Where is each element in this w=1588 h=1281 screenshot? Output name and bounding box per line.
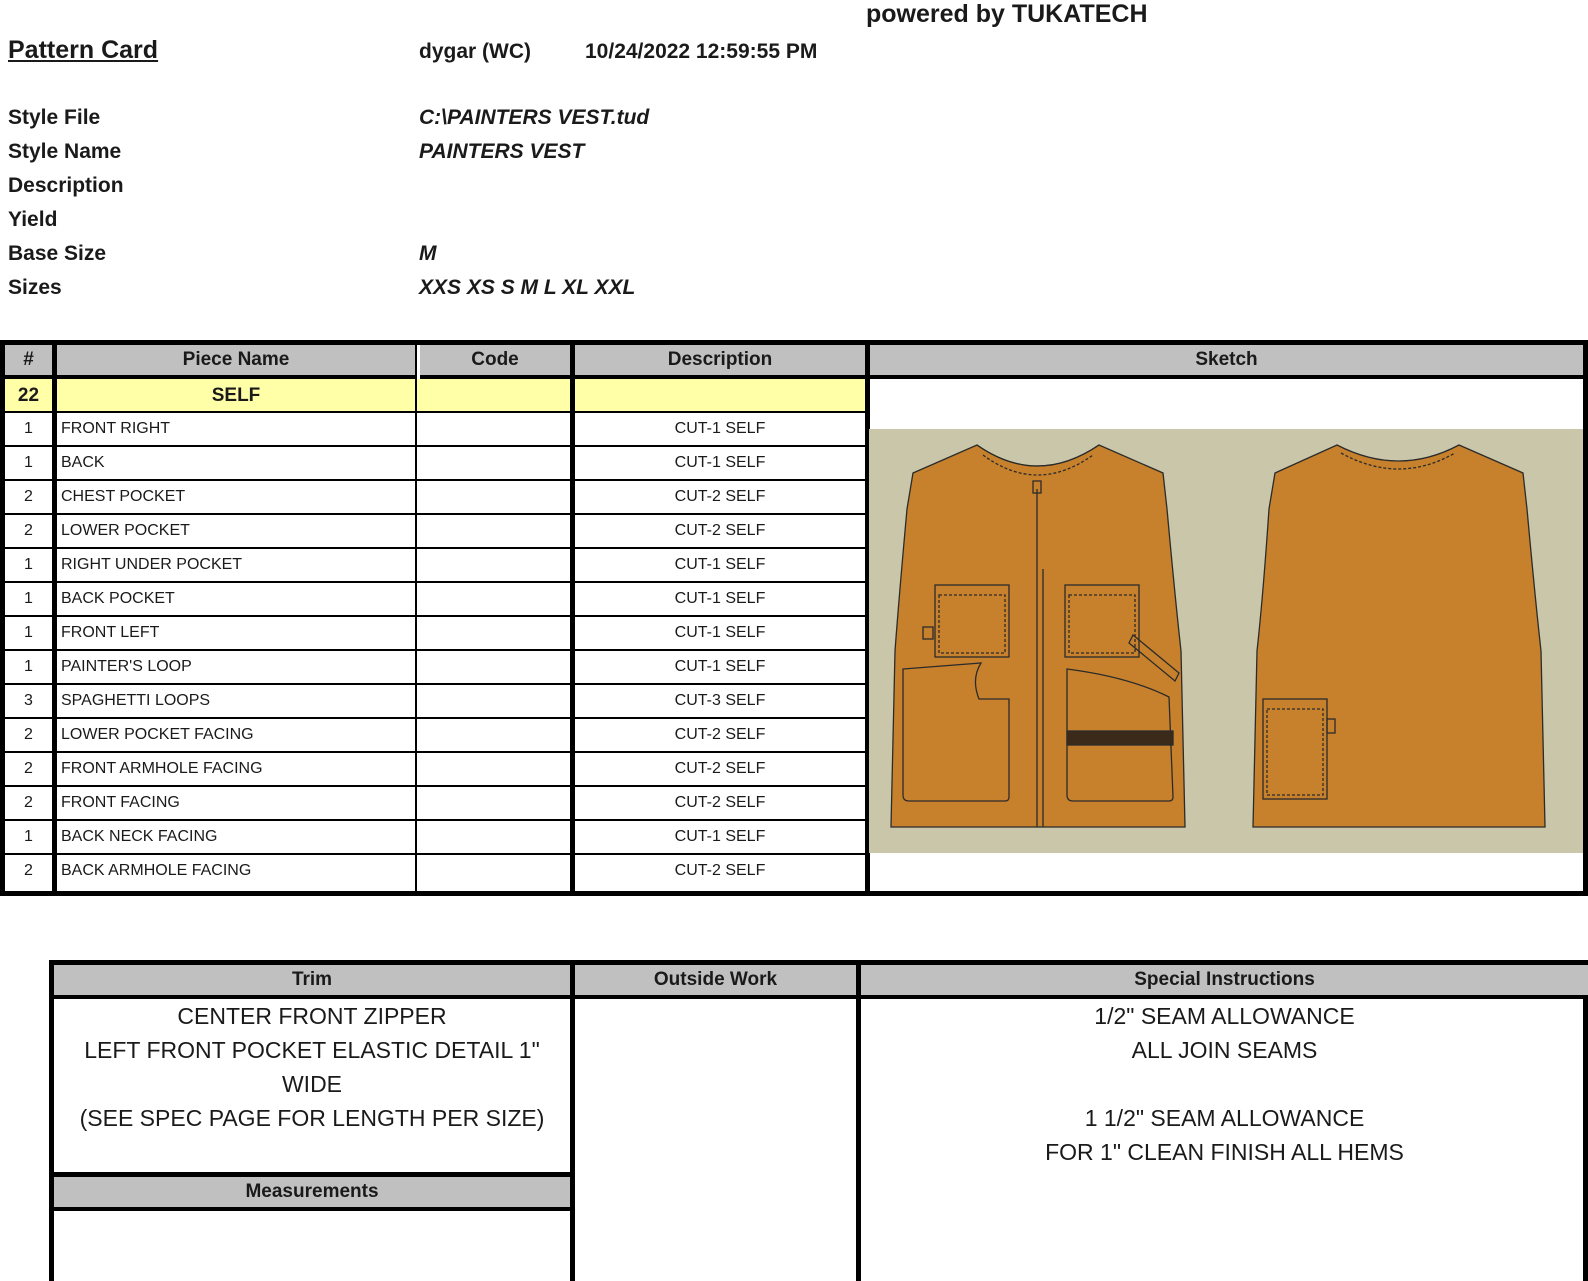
special-line: 1/2" SEAM ALLOWANCE — [1094, 1003, 1355, 1029]
vest-sketch — [869, 429, 1583, 853]
piece-count: 2 — [24, 522, 33, 539]
sketch-panel — [869, 429, 1583, 853]
piece-description: CUT-2 SELF — [674, 760, 766, 777]
outside-work-header: Outside Work — [575, 965, 856, 999]
table-row — [5, 549, 865, 583]
col-header-sketch: Sketch — [870, 345, 1583, 379]
trim-notes — [54, 999, 570, 1135]
piece-count: 1 — [24, 590, 33, 607]
piece-code — [420, 549, 570, 581]
piece-description: CUT-1 SELF — [674, 454, 766, 471]
piece-name: FRONT ARMHOLE FACING — [61, 760, 263, 777]
piece-code — [420, 685, 570, 717]
col-header-code: Code — [420, 345, 570, 379]
measurements-header: Measurements — [54, 1177, 570, 1211]
piece-count: 2 — [24, 488, 33, 505]
piece-count: 2 — [24, 862, 33, 879]
piece-count: 2 — [24, 726, 33, 743]
piece-count: 1 — [24, 454, 33, 471]
piece-count: 1 — [24, 828, 33, 845]
piece-name: BACK ARMHOLE FACING — [61, 862, 252, 879]
piece-code — [420, 583, 570, 615]
col-header-description: Description — [575, 345, 865, 379]
piece-count: 1 — [24, 624, 33, 641]
piece-description: CUT-1 SELF — [674, 658, 766, 675]
piece-description: CUT-2 SELF — [674, 794, 766, 811]
piece-name: LOWER POCKET FACING — [61, 726, 254, 743]
group-count: 22 — [17, 385, 40, 406]
group-row — [5, 379, 865, 413]
style-name-label: Style Name — [8, 140, 122, 163]
style-file-value: C:\PAINTERS VEST.tud — [419, 106, 650, 129]
table-row — [5, 719, 865, 753]
table-row — [5, 617, 865, 651]
piece-count: 3 — [24, 692, 33, 709]
special-instructions-notes — [861, 999, 1588, 1169]
group-description — [575, 379, 865, 413]
page-title: Pattern Card — [8, 36, 159, 64]
piece-code — [420, 481, 570, 513]
table-row — [5, 855, 865, 889]
piece-count: 1 — [24, 556, 33, 573]
style-name-value: PAINTERS VEST — [419, 140, 585, 163]
group-code — [420, 379, 570, 413]
piece-name: BACK — [61, 454, 105, 471]
piece-description: CUT-2 SELF — [674, 862, 766, 879]
vest-back-sketch — [1253, 445, 1545, 827]
table-row — [5, 515, 865, 549]
piece-name: BACK POCKET — [61, 590, 175, 607]
group-name: SELF — [211, 385, 261, 406]
piece-description: CUT-1 SELF — [674, 624, 766, 641]
pieces-table — [0, 340, 1588, 896]
piece-name: BACK NECK FACING — [61, 828, 218, 845]
piece-name: PAINTER'S LOOP — [61, 658, 192, 675]
table-row — [5, 481, 865, 515]
piece-name: CHEST POCKET — [61, 488, 186, 505]
bottom-table — [49, 960, 1588, 1281]
table-row — [5, 787, 865, 821]
description-label: Description — [8, 174, 124, 197]
sizes-label: Sizes — [8, 276, 62, 299]
piece-count: 2 — [24, 794, 33, 811]
piece-name: RIGHT UNDER POCKET — [61, 556, 243, 573]
table-row — [5, 753, 865, 787]
trim-line: LEFT FRONT POCKET ELASTIC DETAIL 1" WIDE — [84, 1037, 540, 1097]
yield-label: Yield — [8, 208, 58, 231]
timestamp: 10/24/2022 12:59:55 PM — [585, 40, 818, 63]
table-row — [5, 651, 865, 685]
piece-name: FRONT LEFT — [61, 624, 160, 641]
piece-description: CUT-2 SELF — [674, 726, 766, 743]
table-row — [5, 583, 865, 617]
style-file-label: Style File — [8, 106, 101, 129]
piece-code — [420, 651, 570, 683]
table-row — [5, 685, 865, 719]
piece-code — [420, 413, 570, 445]
piece-code — [420, 821, 570, 853]
user-label: dygar (WC) — [419, 40, 531, 63]
piece-name: FRONT FACING — [61, 794, 180, 811]
column-divider — [570, 345, 575, 891]
piece-code — [420, 447, 570, 479]
column-divider — [856, 965, 861, 1281]
trim-line: CENTER FRONT ZIPPER — [177, 1003, 447, 1029]
table-row — [5, 821, 865, 855]
piece-code — [420, 787, 570, 819]
col-header-piece-name: Piece Name — [57, 345, 415, 379]
special-line: 1 1/2" SEAM ALLOWANCE — [1084, 1105, 1365, 1131]
special-instructions-header: Special Instructions — [861, 965, 1588, 999]
special-line — [861, 1067, 1588, 1101]
brand-label: powered by TUKATECH — [866, 0, 1148, 28]
piece-description: CUT-1 SELF — [674, 556, 766, 573]
piece-description: CUT-1 SELF — [674, 420, 766, 437]
piece-code — [420, 753, 570, 785]
piece-count: 1 — [24, 420, 33, 437]
special-line: ALL JOIN SEAMS — [1131, 1037, 1318, 1063]
column-divider — [415, 345, 417, 891]
piece-name: SPAGHETTI LOOPS — [61, 692, 211, 709]
piece-code — [420, 719, 570, 751]
base-size-label: Base Size — [8, 242, 107, 265]
col-header-number: # — [5, 345, 52, 379]
piece-description: CUT-1 SELF — [674, 590, 766, 607]
piece-code — [420, 855, 570, 887]
table-row — [5, 447, 865, 481]
piece-code — [420, 617, 570, 649]
piece-name: FRONT RIGHT — [61, 420, 171, 437]
piece-description: CUT-2 SELF — [674, 488, 766, 505]
trim-header: Trim — [54, 965, 570, 999]
base-size-value: M — [419, 242, 437, 265]
piece-count: 1 — [24, 658, 33, 675]
trim-line: (SEE SPEC PAGE FOR LENGTH PER SIZE) — [79, 1105, 545, 1131]
column-divider — [570, 965, 575, 1281]
piece-description: CUT-3 SELF — [674, 692, 766, 709]
piece-count: 2 — [24, 760, 33, 777]
vest-front-sketch — [891, 445, 1185, 827]
special-line: FOR 1" CLEAN FINISH ALL HEMS — [1045, 1139, 1404, 1165]
piece-code — [420, 515, 570, 547]
table-row — [5, 413, 865, 447]
piece-name: LOWER POCKET — [61, 522, 190, 539]
piece-description: CUT-2 SELF — [674, 522, 766, 539]
sizes-value: XXS XS S M L XL XXL — [419, 276, 636, 299]
piece-description: CUT-1 SELF — [674, 828, 766, 845]
column-divider — [52, 345, 57, 891]
